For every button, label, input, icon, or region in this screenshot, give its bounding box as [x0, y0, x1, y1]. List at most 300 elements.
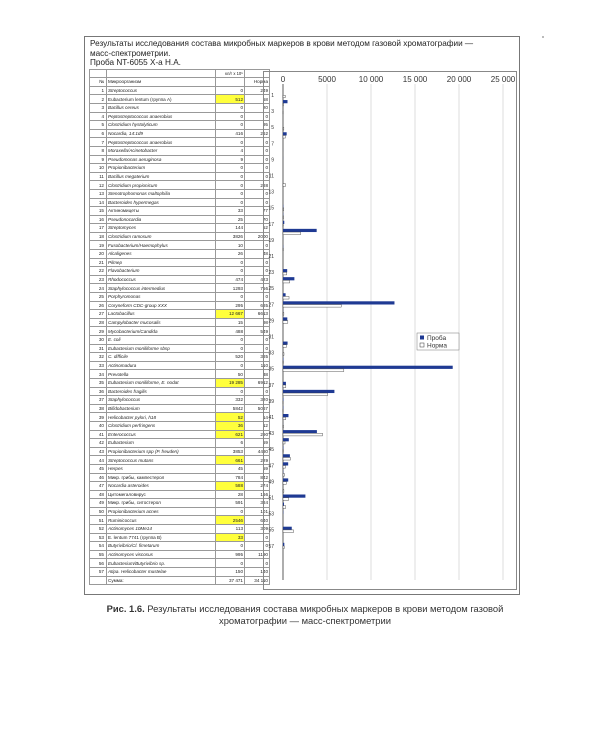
row-value: 19 285: [216, 378, 245, 387]
row-value: 416: [216, 129, 245, 138]
bar-probe: [283, 414, 288, 417]
row-organism: Микр. грибы, ситостерол: [107, 499, 216, 508]
y-tick-label: 57: [268, 543, 274, 550]
row-value: 0: [216, 344, 245, 353]
bar-probe: [283, 390, 334, 393]
unit-label: кл/г х 10⁵: [216, 70, 245, 78]
bar-norm: [283, 417, 286, 420]
row-organism: Propionibacterium acnes: [107, 507, 216, 516]
row-number: 55: [90, 550, 107, 559]
row-organism: Bacteroides fragilis: [107, 387, 216, 396]
row-number: 48: [90, 490, 107, 499]
bar-norm: [283, 466, 285, 469]
total-total_value: 37 471: [216, 576, 245, 585]
row-value: 33: [216, 207, 245, 216]
row-number: 18: [90, 232, 107, 241]
row-norm: 290: [245, 430, 270, 439]
row-organism: Актиномицеты: [107, 207, 216, 216]
row-value: 0: [216, 542, 245, 551]
row-number: 42: [90, 439, 107, 448]
bar-probe: [283, 430, 317, 433]
bar-norm: [283, 546, 284, 549]
bar-probe: [283, 503, 284, 506]
row-number: 40: [90, 421, 107, 430]
row-value: 0: [216, 189, 245, 198]
bar-probe: [283, 100, 288, 103]
row-norm: 0: [245, 198, 270, 207]
row-norm: 756: [245, 284, 270, 293]
bar-probe: [283, 132, 287, 135]
row-norm: 384: [245, 499, 270, 508]
row-value: 332: [216, 396, 245, 405]
y-tick-label: 41: [268, 415, 274, 421]
row-value: 995: [216, 550, 245, 559]
bar-norm: [283, 321, 288, 324]
row-organism: Campylobacter mucosalis: [107, 318, 216, 327]
row-organism: Eubacterium: [107, 439, 216, 448]
legend-label-norm: Норма: [427, 342, 448, 350]
row-number: 45: [90, 464, 107, 473]
row-organism: Stenotrophomonas maltophilia: [107, 189, 216, 198]
row-number: 57: [90, 568, 107, 577]
row-norm: 14: [245, 413, 270, 422]
bar-probe: [283, 543, 284, 546]
row-norm: 640: [245, 516, 270, 525]
row-number: 52: [90, 525, 107, 534]
x-tick-label: 5000: [318, 75, 336, 84]
legend-swatch-norm: [420, 343, 424, 347]
row-value: 26: [216, 250, 245, 259]
row-organism: Pseudomonas aeruginosa: [107, 155, 216, 164]
row-number: 23: [90, 275, 107, 284]
header-no: №: [90, 78, 107, 87]
row-organism: E. coli: [107, 336, 216, 345]
row-norm: 262: [245, 129, 270, 138]
caption-label: Рис. 1.6.: [106, 603, 145, 614]
x-tick-label: 10 000: [358, 75, 384, 84]
bar-probe: [283, 495, 305, 498]
row-organism: Nocardia, 14:1d9: [107, 129, 216, 138]
row-norm: 0: [245, 189, 270, 198]
x-tick-label: 15 000: [402, 75, 428, 84]
row-norm: 0: [245, 241, 270, 250]
row-value: 661: [216, 456, 245, 465]
bar-norm: [283, 482, 286, 485]
row-organism: Rhodococcus: [107, 275, 216, 284]
y-tick-label: 39: [268, 398, 274, 405]
bar-norm: [283, 425, 284, 428]
row-number: 46: [90, 473, 107, 482]
row-organism: Clostridium hystolyticum: [107, 121, 216, 130]
row-organism: C. difficile: [107, 353, 216, 362]
row-norm: 166: [245, 490, 270, 499]
row-organism: Bacillus cereus: [107, 103, 216, 112]
row-value: 0: [216, 293, 245, 302]
bar-probe: [283, 366, 453, 369]
row-organism: Porphyromonas: [107, 293, 216, 302]
bar-norm: [283, 393, 328, 396]
row-norm: 0: [245, 112, 270, 121]
row-organism: Propionibacterium spp (P. freuden): [107, 447, 216, 456]
row-norm: 48: [245, 250, 270, 259]
row-value: 0: [216, 559, 245, 568]
row-value: 0: [216, 164, 245, 173]
row-organism: Clostridium perfringens: [107, 421, 216, 430]
row-norm: 229: [245, 456, 270, 465]
y-tick-label: 19: [268, 237, 274, 244]
bar-norm: [283, 216, 284, 219]
y-tick-label: 13: [268, 189, 274, 196]
row-organism: Bifidobacterium: [107, 404, 216, 413]
row-number: 7: [90, 138, 107, 147]
y-tick-label: 35: [268, 366, 274, 373]
row-organism: Propionibacterium: [107, 164, 216, 173]
bar-norm: [283, 135, 285, 138]
row-norm: 1190: [245, 550, 270, 559]
x-tick-label: 25 000: [490, 75, 516, 84]
row-number: 36: [90, 387, 107, 396]
row-organism: E. lentum 7741 (группа В): [107, 533, 216, 542]
row-organism: Peptostreptococcus anaerobius: [107, 112, 216, 121]
row-norm: 0: [245, 146, 270, 155]
row-number: 10: [90, 164, 107, 173]
y-tick-label: 11: [268, 173, 274, 180]
row-number: 35: [90, 378, 107, 387]
row-value: 488: [216, 327, 245, 336]
row-value: 0: [216, 86, 245, 95]
row-number: 20: [90, 250, 107, 259]
row-value: 25: [216, 215, 245, 224]
y-tick-label: 5: [271, 125, 274, 132]
row-organism: Clostridium propionicum: [107, 181, 216, 190]
bar-norm: [283, 353, 284, 356]
row-number: 19: [90, 241, 107, 250]
row-number: 29: [90, 327, 107, 336]
row-value: 0: [216, 172, 245, 181]
y-tick-label: 51: [268, 495, 274, 502]
y-tick-label: 33: [268, 350, 274, 357]
row-organism: Ruminicoccus: [107, 516, 216, 525]
row-number: 56: [90, 559, 107, 568]
row-value: 52: [216, 413, 245, 422]
row-value: 0: [216, 112, 245, 121]
row-organism: Butyrivibrio/Cl. fimetarum: [107, 542, 216, 551]
row-norm: 274: [245, 482, 270, 491]
row-norm: 6613: [245, 310, 270, 319]
row-number: 33: [90, 361, 107, 370]
row-number: 47: [90, 482, 107, 491]
row-organism: Alcaligenes: [107, 250, 216, 259]
row-norm: 0: [245, 138, 270, 147]
row-organism: Actinomadura: [107, 361, 216, 370]
row-norm: 59: [245, 439, 270, 448]
y-tick-label: 15: [268, 205, 274, 212]
y-tick-label: 45: [268, 447, 274, 454]
row-organism: Eubacterium/Butyrivibrio sp.: [107, 559, 216, 568]
x-tick-label: 20 000: [446, 75, 472, 84]
row-value: 0: [216, 103, 245, 112]
y-tick-label: 23: [268, 270, 274, 277]
row-number: 34: [90, 370, 107, 379]
bar-probe: [283, 462, 288, 465]
y-tick-label: 47: [268, 463, 274, 470]
row-value: 3853: [216, 447, 245, 456]
row-number: 51: [90, 516, 107, 525]
row-value: 4: [216, 146, 245, 155]
bar-probe: [283, 301, 394, 304]
bar-norm: [283, 296, 289, 299]
row-number: 41: [90, 430, 107, 439]
row-value: 6: [216, 439, 245, 448]
row-norm: 38: [245, 370, 270, 379]
bar-norm: [283, 313, 284, 316]
bar-norm: [283, 530, 293, 533]
row-value: 474: [216, 275, 245, 284]
row-organism: Prevotella: [107, 370, 216, 379]
row-norm: 110: [245, 361, 270, 370]
row-norm: 140: [245, 568, 270, 577]
row-norm: 101: [245, 507, 270, 516]
row-norm: 58: [245, 95, 270, 104]
caption-text: Результаты исследования состава микробных маркеров в крови методом газовой хроматографии — масс-спектрометрии: [147, 603, 504, 626]
row-number: 25: [90, 293, 107, 302]
row-norm: 5067: [245, 404, 270, 413]
y-tick-label: 9: [271, 157, 274, 164]
bar-norm: [283, 506, 286, 509]
figure-title: Результаты исследования состава микробных маркеров в крови методом газовой хроматографии — масс-спектрометрии. Проба NT-6055 Х-а Н.А.: [90, 39, 474, 68]
row-number: 50: [90, 507, 107, 516]
bar-norm: [283, 369, 344, 372]
row-value: 0: [216, 121, 245, 130]
row-organism: Actinomyces 10Me14: [107, 525, 216, 534]
bar-norm: [283, 208, 284, 211]
row-norm: 0: [245, 155, 270, 164]
header-name: Микроорганизм: [107, 78, 216, 87]
bar-norm: [283, 345, 286, 348]
row-value: 36: [216, 421, 245, 430]
row-value: 144: [216, 224, 245, 233]
row-organism: Actinomyces viscosus: [107, 550, 216, 559]
row-norm: 0: [245, 258, 270, 267]
y-tick-label: 27: [268, 302, 274, 309]
row-norm: 4480: [245, 447, 270, 456]
row-organism: Eubacterium moniliforme, E. nodat: [107, 378, 216, 387]
row-norm: 288: [245, 181, 270, 190]
figure-caption: [90, 603, 520, 627]
row-number: 3: [90, 103, 107, 112]
row-number: 30: [90, 336, 107, 345]
row-norm: 385: [245, 353, 270, 362]
row-value: 10: [216, 241, 245, 250]
bar-probe: [283, 342, 288, 345]
row-number: 5: [90, 121, 107, 130]
row-norm: 0: [245, 533, 270, 542]
bar-norm: [283, 449, 284, 452]
row-norm: 249: [245, 86, 270, 95]
row-value: 3826: [216, 232, 245, 241]
row-organism: Staphylococcus: [107, 396, 216, 405]
row-norm: 52: [245, 224, 270, 233]
row-organism: Bacillus megaterium: [107, 172, 216, 181]
row-norm: 59: [245, 464, 270, 473]
row-organism: Pilmep: [107, 258, 216, 267]
bar-norm: [283, 95, 285, 98]
y-tick-label: 55: [268, 527, 274, 534]
row-number: 4: [90, 112, 107, 121]
row-number: 15: [90, 207, 107, 216]
row-value: 0: [216, 258, 245, 267]
y-tick-label: 29: [268, 318, 274, 325]
bar-norm: [283, 441, 285, 444]
row-value: 0: [216, 387, 245, 396]
total-total_norm: 34 110: [245, 576, 270, 585]
y-tick-label: 3: [271, 109, 274, 116]
row-number: 28: [90, 318, 107, 327]
row-organism: Helicobacter pylori, h18: [107, 413, 216, 422]
row-number: 54: [90, 542, 107, 551]
row-norm: 2000: [245, 232, 270, 241]
row-organism: Streptomyces: [107, 224, 216, 233]
row-organism: Eubacterium moniliforme sbsp: [107, 344, 216, 353]
bar-norm: [283, 457, 290, 460]
row-value: 588: [216, 482, 245, 491]
row-norm: 98: [245, 318, 270, 327]
row-norm: 320: [245, 396, 270, 405]
row-number: 1: [90, 86, 107, 95]
y-tick-label: 17: [268, 221, 274, 228]
row-organism: Bacteroides hypermegas: [107, 198, 216, 207]
row-number: 26: [90, 301, 107, 310]
row-organism: Flavobacterium: [107, 267, 216, 276]
row-value: 45: [216, 464, 245, 473]
row-organism: Mycobacterium/Candida: [107, 327, 216, 336]
row-norm: 0: [245, 172, 270, 181]
row-norm: 685: [245, 301, 270, 310]
row-norm: 77: [245, 207, 270, 216]
legend-swatch-probe: [420, 336, 424, 340]
row-value: 113: [216, 525, 245, 534]
row-norm: 70: [245, 215, 270, 224]
row-number: 39: [90, 413, 107, 422]
bar-probe: [283, 438, 289, 441]
y-tick-label: 25: [268, 286, 274, 293]
row-number: 16: [90, 215, 107, 224]
row-value: 0: [216, 336, 245, 345]
bar-probe: [283, 382, 286, 385]
row-organism: Nocardia asteroides: [107, 482, 216, 491]
row-norm: 0: [245, 344, 270, 353]
row-value: 0: [216, 181, 245, 190]
row-norm: 0: [245, 387, 270, 396]
bar-probe: [283, 277, 294, 280]
row-organism: Fusobacterium/Haemophylus: [107, 241, 216, 250]
row-number: 9: [90, 155, 107, 164]
row-value: 784: [216, 473, 245, 482]
row-value: 5842: [216, 404, 245, 413]
bar-norm: [283, 127, 284, 130]
row-organism: Clostridium ramosum: [107, 232, 216, 241]
row-value: 0: [216, 267, 245, 276]
row-number: 12: [90, 181, 107, 190]
row-norm: 0: [245, 559, 270, 568]
bar-probe: [283, 221, 284, 224]
row-norm: 309: [245, 525, 270, 534]
row-value: 621: [216, 430, 245, 439]
row-number: 13: [90, 189, 107, 198]
header-norm: Норма: [245, 78, 270, 87]
row-organism: Staphylococcus intermedius: [107, 284, 216, 293]
row-organism: Микр. грибы, кампестерол: [107, 473, 216, 482]
row-norm: 12: [245, 421, 270, 430]
row-number: 17: [90, 224, 107, 233]
row-value: 295: [216, 301, 245, 310]
row-value: 0: [216, 138, 245, 147]
bar-norm: [283, 433, 322, 436]
row-organism: Lactobacillus: [107, 310, 216, 319]
row-number: 14: [90, 198, 107, 207]
y-tick-label: 7: [271, 141, 274, 148]
x-tick-label: 0: [280, 75, 286, 84]
y-tick-label: 53: [268, 511, 274, 518]
row-organism: Moraxella/Acinetobacter: [107, 146, 216, 155]
row-norm: 0: [245, 164, 270, 173]
row-number: 24: [90, 284, 107, 293]
row-value: 33: [216, 533, 245, 542]
bar-probe: [283, 527, 292, 530]
row-norm: 0: [245, 293, 270, 302]
row-number: 2: [90, 95, 107, 104]
row-organism: Coryneform CDC-group XXX: [107, 301, 216, 310]
row-value: 12 667: [216, 310, 245, 319]
row-value: 0: [216, 507, 245, 516]
row-number: 31: [90, 344, 107, 353]
row-value: 0: [216, 198, 245, 207]
row-value: 1293: [216, 284, 245, 293]
row-value: 150: [216, 568, 245, 577]
row-norm: 423: [245, 275, 270, 284]
bar-norm: [283, 385, 286, 388]
bar-norm: [283, 184, 286, 187]
row-number: 32: [90, 353, 107, 362]
bar-norm: [283, 272, 287, 275]
row-number: 11: [90, 172, 107, 181]
y-tick-label: 31: [268, 334, 274, 341]
row-number: 53: [90, 533, 107, 542]
bar-norm: [283, 280, 290, 283]
legend-label-probe: Проба: [427, 334, 447, 342]
row-number: 8: [90, 146, 107, 155]
row-number: 37: [90, 396, 107, 405]
bar-probe: [283, 478, 288, 481]
row-organism: Herpes: [107, 464, 216, 473]
bar-probe: [283, 269, 287, 272]
row-norm: 549: [245, 327, 270, 336]
y-tick-label: 1: [271, 93, 274, 99]
y-tick-label: 21: [268, 254, 274, 260]
row-organism: Peptostreptococcus anaerobius: [107, 138, 216, 147]
row-organism: Atipa. Helicobacter mustelae: [107, 568, 216, 577]
row-organism: Цитомегаловирус: [107, 490, 216, 499]
row-norm: 842: [245, 473, 270, 482]
bar-norm: [283, 490, 284, 493]
row-value: 2546: [216, 516, 245, 525]
row-value: 0: [216, 361, 245, 370]
row-value: 28: [216, 490, 245, 499]
row-norm: 6912: [245, 378, 270, 387]
row-organism: Eubacterium lentum (группа А): [107, 95, 216, 104]
row-norm: 0: [245, 267, 270, 276]
y-tick-label: 43: [268, 431, 274, 438]
